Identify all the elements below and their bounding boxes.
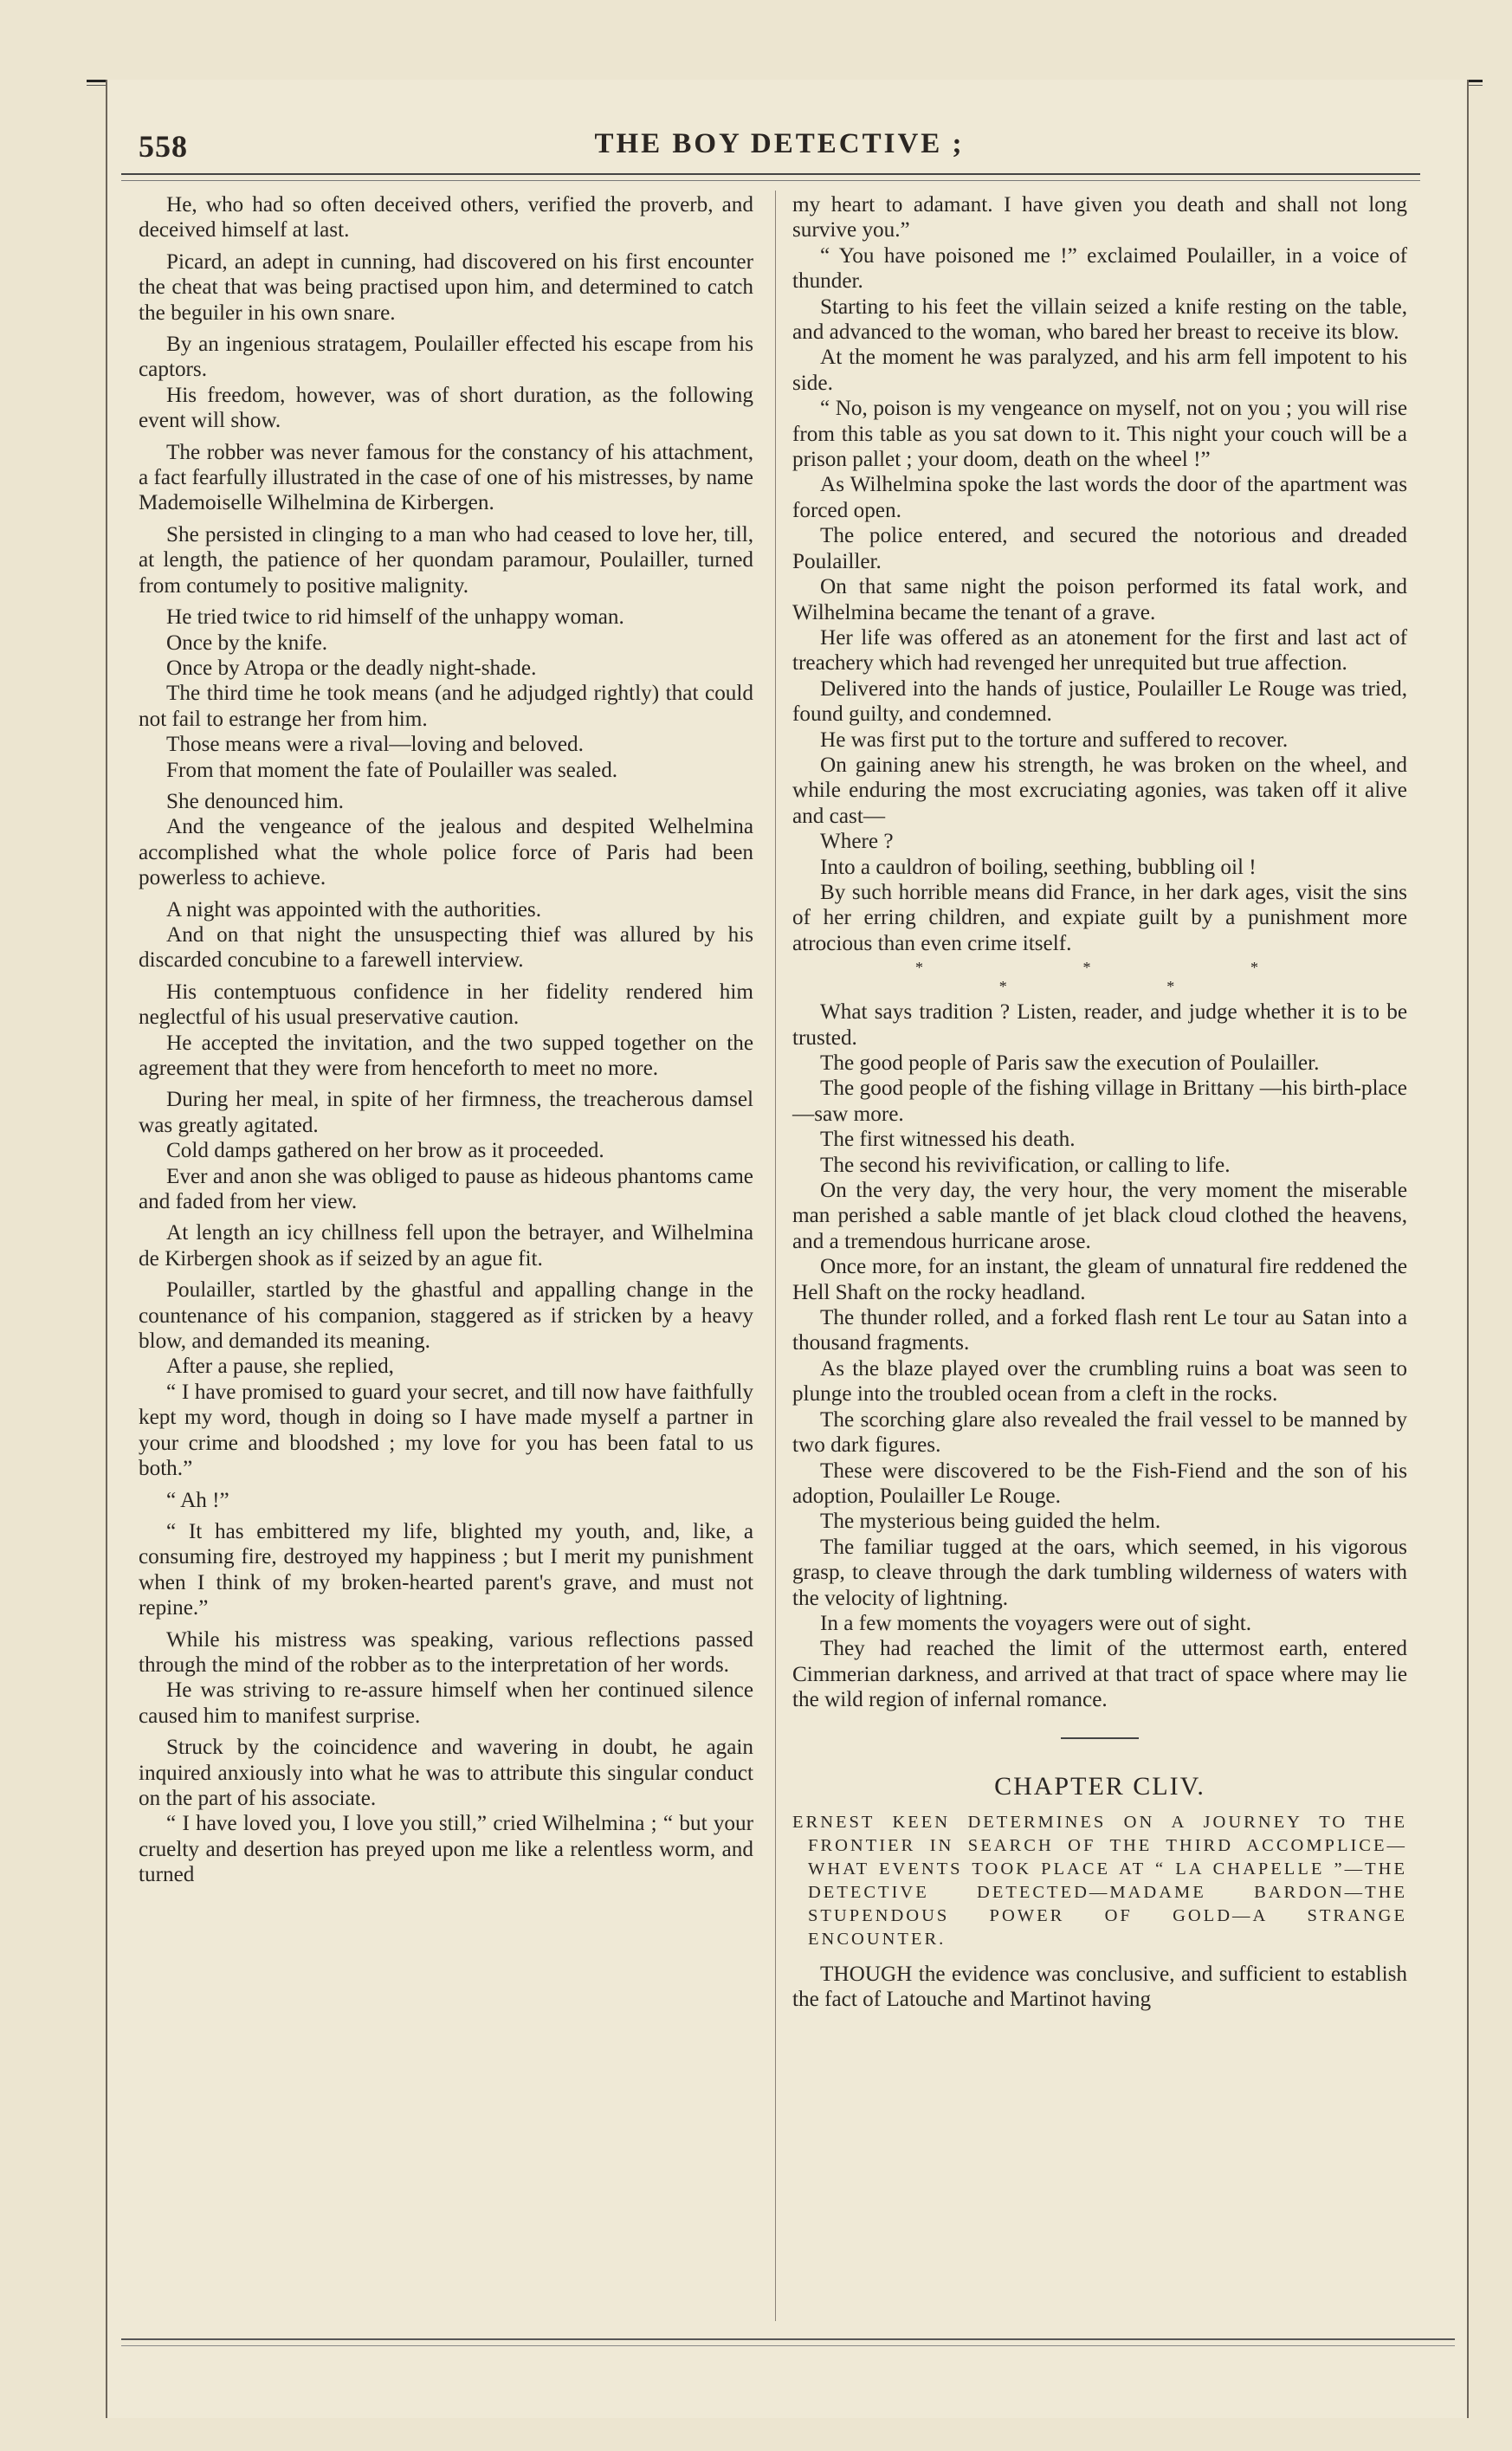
paragraph: Cold damps gathered on her brow as it proceeded. xyxy=(166,1139,604,1163)
paragraph-atropa xyxy=(139,656,753,681)
left-column xyxy=(139,192,753,1888)
running-title: THE BOY DETECTIVE ; xyxy=(594,128,965,159)
paragraph: While his mistress was speaking, various reflections passed through the mind of the robber as to the interpretation of her words. xyxy=(139,1627,753,1677)
paragraph: The police entered, and secured the notorious and dreaded Poulailler. xyxy=(792,524,1407,573)
paragraph: “ It has embittered my life, blighted my youth, and, like, a consuming fire, destroyed my happiness ; but I merit my punishment when I think of my broken-hearted parent's grave, and must not repine.” xyxy=(139,1519,753,1620)
paragraph: They had reached the limit of the uttermost earth, entered Cimmerian darkness, and arrived at that tract of space where may lie the wild region of infernal romance. xyxy=(792,1637,1407,1712)
paragraph: Once more, for an instant, the gleam of unnatural fire reddened the Hell Shaft on the rocky headland. xyxy=(792,1255,1407,1304)
paragraph: The mysterious being guided the helm. xyxy=(820,1510,1161,1534)
paragraph: Once by Atropa or the deadly night-shade. xyxy=(166,656,537,680)
paragraph: Starting to his feet the villain seized a knife resting on the table, and advanced to the woman, who bared her breast to receive its blow. xyxy=(792,294,1407,345)
paragraph: The good people of the fishing village in Brittany —his birth-place—saw more. xyxy=(792,1077,1407,1126)
paragraph: “ No, poison is my vengeance on myself, not on you ; you will rise from this table as you sat down to it. This night your couch will be a prison pallet ; your doom, death on the wheel !” xyxy=(792,397,1407,472)
paragraph: During her meal, in spite of her firmness, the treacherous damsel was greatly agitated. xyxy=(139,1088,753,1137)
paragraph: “ I have promised to guard your secret, and till now have faithfully kept my word, though in doing so I have made myself a partner in your crime and bloodshed ; my love for you has been fatal to us both.” xyxy=(139,1380,753,1481)
paragraph: By such horrible means did France, in her dark ages, visit the sins of her erring children, and expiate guilt by a punishment more atrocious than even crime itself. xyxy=(792,880,1407,955)
bottom-border-rule-thin xyxy=(121,2345,1455,2346)
paragraph: The second his revivification, or calling to life. xyxy=(820,1153,1231,1177)
paragraph: The thunder rolled, and a forked flash rent Le tour au Satan into a thousand fragments. xyxy=(792,1306,1407,1355)
paragraph: The good people of Paris saw the execution of Poulailler. xyxy=(820,1051,1320,1075)
right-column xyxy=(792,192,1407,2013)
paragraph: And the vengeance of the jealous and despited Welhelmina accomplished what the whole police force of Paris had been powerless to achieve. xyxy=(139,815,753,890)
paragraph: The familiar tugged at the oars, which seemed, in his vigorous grasp, to cleave through the dark tumbling wilderness of waters with the velocity of lightning. xyxy=(792,1535,1407,1610)
paragraph: “ I have loved you, I love you still,” cried Wilhelmina ; “ but your cruelty and desertion has preyed upon me like a relentless worm, and turned xyxy=(139,1812,753,1887)
paragraph: These were discovered to be the Fish-Fiend and the son of his adoption, Poulailler Le Rouge. xyxy=(792,1458,1407,1508)
chapter-synopsis: ERNEST KEEN DETERMINES ON A JOURNEY TO THE FRONTIER IN SEARCH OF THE THIRD ACCOMPLICE—WHAT EVENTS TOOK PLACE AT “ LA CHAPELLE ”—THE DETECTIVE DETECTED—MADAME BARDON—THE STUPENDOUS POWER OF GOLD—A STRANGE ENCOUNTER. xyxy=(792,1812,1407,1949)
bottom-border-rule xyxy=(121,2338,1455,2340)
paragraph: Once by the knife. xyxy=(166,631,328,655)
page-header xyxy=(139,121,1420,173)
chapter-separator-rule xyxy=(1061,1737,1139,1739)
paragraph: A night was appointed with the authorities. xyxy=(166,897,542,922)
paragraph: On gaining anew his strength, he was broken on the wheel, and while enduring the most excruciating agonies, was taken off it alive and cast— xyxy=(792,753,1407,828)
paragraph: He tried twice to rid himself of the unhappy woman. xyxy=(166,605,624,630)
paragraph: Where ? xyxy=(820,830,894,854)
paragraph: In a few moments the voyagers were out of sight. xyxy=(820,1611,1252,1635)
paragraph: On the very day, the very hour, the very moment the miserable man perished a sable mantle of jet black cloud clothed the heavens, and a tremendous hurricane arose. xyxy=(792,1179,1407,1253)
paragraph: The robber was never famous for the constancy of his attachment, a fact fearfully illustrated in the case of one of his mistresses, by name Mademoiselle Wilhelmina de Kirbergen. xyxy=(139,440,753,515)
paragraph: Picard, an adept in cunning, had discovered on his first encounter the cheat that was being practised upon him, and determined to catch the beguiler in his own snare. xyxy=(139,249,753,325)
paragraph: As Wilhelmina spoke the last words the door of the apartment was forced open. xyxy=(792,473,1407,522)
paragraph: She persisted in clinging to a man who had ceased to love her, till, at length, the patience of her quondam paramour, Poulailler, turned from contumely to positive malignity. xyxy=(139,522,753,598)
header-rule-thin xyxy=(121,180,1420,181)
paragraph: Into a cauldron of boiling, seething, bubbling oil ! xyxy=(820,855,1257,879)
paragraph: At length an icy chillness fell upon the betrayer, and Wilhelmina de Kirbergen shook as if seized by an ague fit. xyxy=(139,1221,753,1271)
chapter-title: CHAPTER CLIV. xyxy=(994,1771,1205,1801)
paragraph: As the blaze played over the crumbling ruins a boat was seen to plunge into the troubled ocean from a cleft in the rocks. xyxy=(792,1356,1407,1407)
paragraph: Those means were a rival—loving and beloved. xyxy=(166,733,584,757)
paragraph: Delivered into the hands of justice, Poulailler Le Rouge was tried, found guilty, and condemned. xyxy=(792,676,1407,727)
paragraph: Struck by the coincidence and wavering in doubt, he again inquired anxiously into what he was to attribute this singular conduct on the part of his associate. xyxy=(139,1736,753,1810)
chapter-first-paragraph: THOUGH the evidence was conclusive, and sufficient to establish the fact of Latouche and Martinot having xyxy=(792,1962,1407,2012)
paragraph: The scorching glare also revealed the frail vessel to be manned by two dark figures. xyxy=(792,1407,1407,1458)
paragraph: At the moment he was paralyzed, and his arm fell impotent to his side. xyxy=(792,346,1407,395)
paragraph: He accepted the invitation, and the two supped together on the agreement that they were from henceforth to meet no more. xyxy=(139,1031,753,1080)
paragraph: And on that night the unsuspecting thief was allured by his discarded concubine to a farewell interview. xyxy=(139,922,753,973)
column-divider xyxy=(775,191,776,2321)
paragraph: The third time he took means (and he adjudged rightly) that could not fail to estrange her from him. xyxy=(139,682,753,731)
paragraph: His freedom, however, was of short duration, as the following event will show. xyxy=(139,383,753,433)
paragraph: “ Ah !” xyxy=(166,1488,229,1512)
section-break-stars: * * * * * xyxy=(915,959,1336,996)
page-number: 558 xyxy=(139,129,188,164)
paragraph: By an ingenious stratagem, Poulailler effected his escape from his captors. xyxy=(139,333,753,382)
paragraph: After a pause, she replied, xyxy=(166,1355,394,1379)
paragraph: What says tradition ? Listen, reader, and judge whether it is to be trusted. xyxy=(792,1000,1407,1050)
paragraph: The first witnessed his death. xyxy=(820,1128,1076,1152)
paragraph: Ever and anon she was obliged to pause as hideous phantoms came and faded from her view. xyxy=(139,1164,753,1214)
paragraph: His contemptuous confidence in her fidelity rendered him neglectful of his usual preservative caution. xyxy=(139,980,753,1030)
paragraph: From that moment the fate of Poulailler was sealed. xyxy=(166,758,618,782)
paragraph: She denounced him. xyxy=(166,789,344,813)
paragraph: He was first put to the torture and suffered to recover. xyxy=(820,728,1289,752)
paragraph: Poulailler, startled by the ghastful and appalling change in the countenance of his companion, staggered as if stricken by a heavy blow, and demanded its meaning. xyxy=(139,1278,753,1354)
paragraph: He was striving to re-assure himself when her continued silence caused him to manifest surprise. xyxy=(139,1678,753,1728)
paragraph: “ You have poisoned me !” exclaimed Poulailler, in a voice of thunder. xyxy=(792,243,1407,294)
paragraph: Her life was offered as an atonement for the first and last act of treachery which had revenged her unrequited but true affection. xyxy=(792,625,1407,676)
paragraph: He, who had so often deceived others, verified the proverb, and deceived himself at last. xyxy=(139,193,753,243)
paragraph: my heart to adamant. I have given you death and shall not long survive you.” xyxy=(792,193,1407,243)
header-rule xyxy=(121,173,1420,175)
paragraph: On that same night the poison performed its fatal work, and Wilhelmina became the tenant of a grave. xyxy=(792,575,1407,624)
